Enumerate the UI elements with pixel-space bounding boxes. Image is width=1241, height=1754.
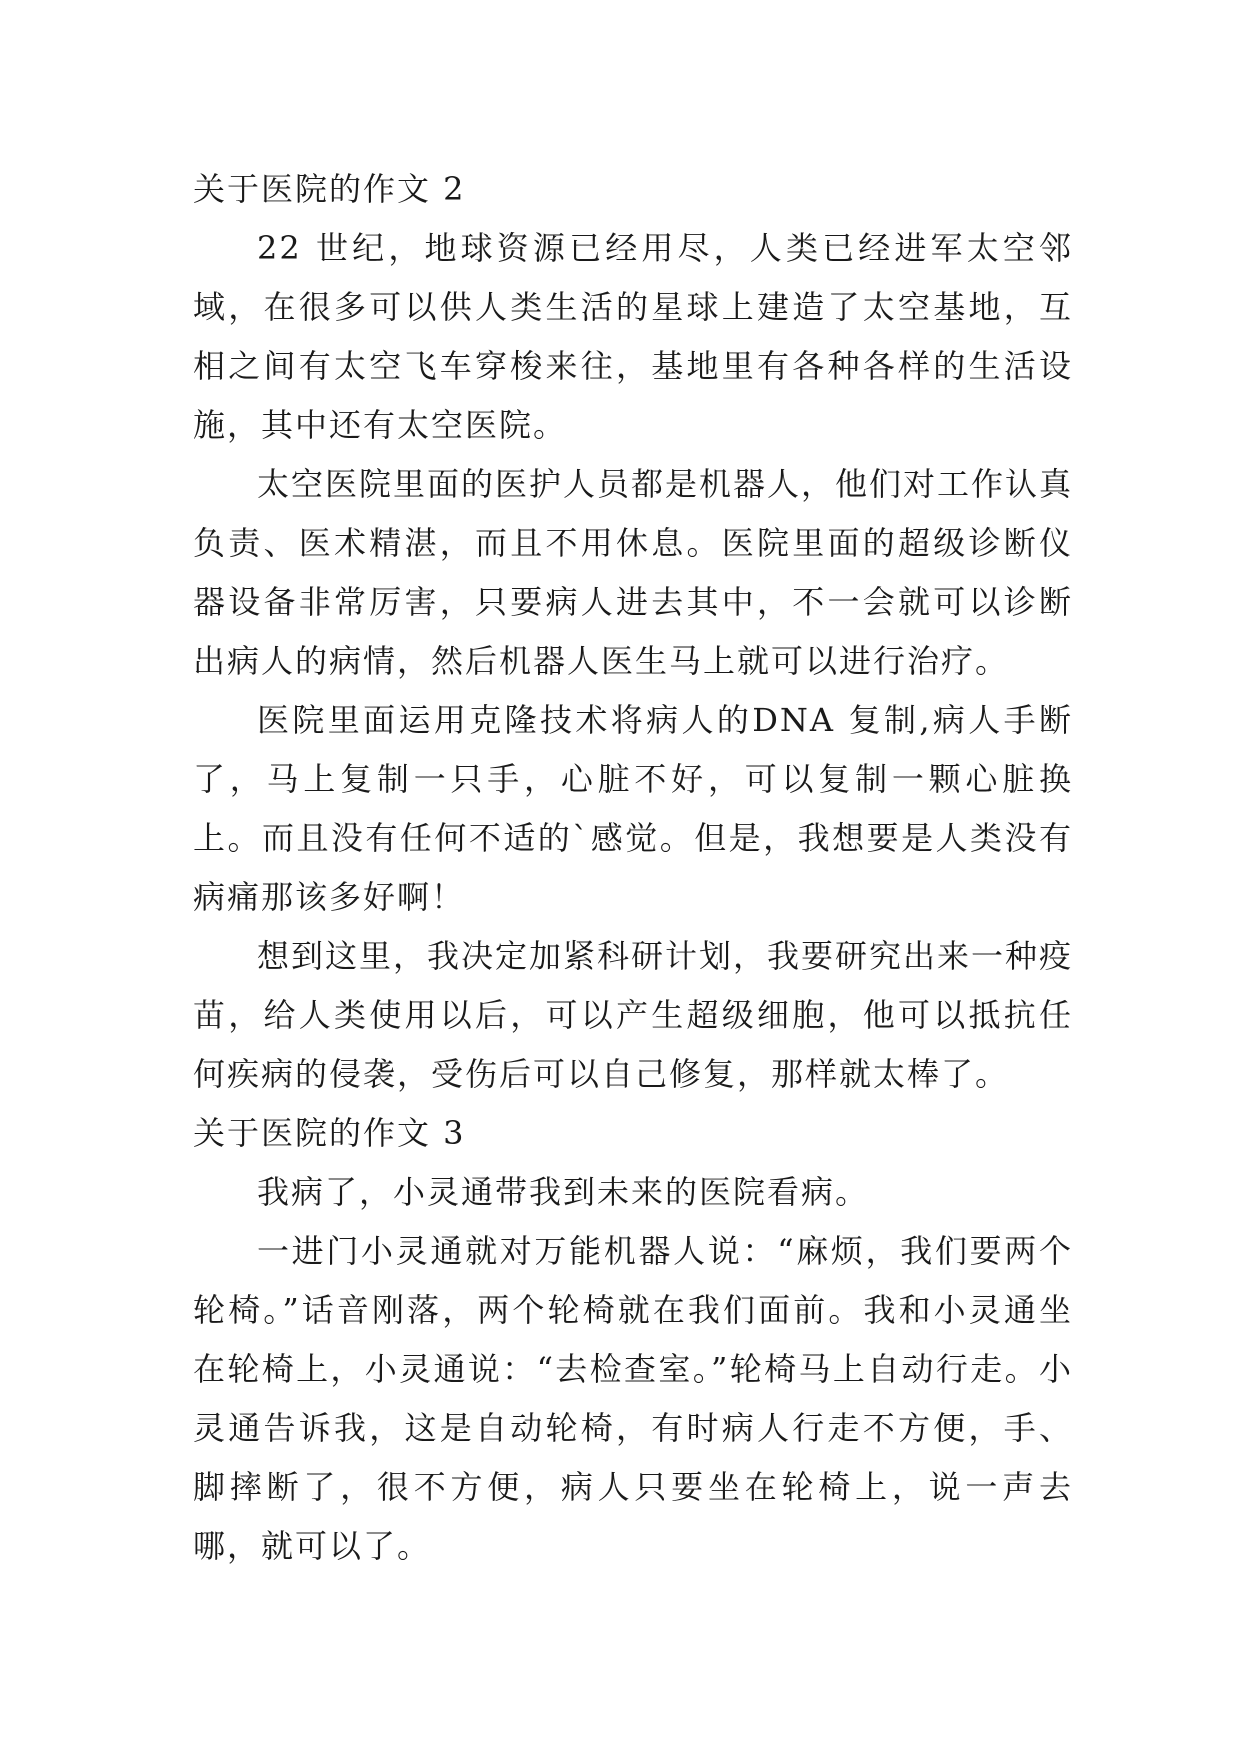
section-heading: 关于医院的作文 2	[193, 170, 466, 208]
paragraph: 想到这里，我决定加紧科研计划，我要研究出来一种疫苗，给人类使用以后，可以产生超级细胞，他可以抵抗任何疾病的侵袭，受伤后可以自己修复，那样就太棒了。	[193, 937, 1074, 1093]
paragraph: 22 世纪，地球资源已经用尽，人类已经进军太空邻域，在很多可以供人类生活的星球上建造了太空基地，互相之间有太空飞车穿梭来往，基地里有各种各样的生活设施，其中还有太空医院。	[193, 229, 1073, 444]
document-body	[193, 160, 1073, 1576]
section-heading: 关于医院的作文 3	[193, 1114, 466, 1152]
paragraph: 医院里面运用克隆技术将病人的DNA 复制,病人手断了，马上复制一只手，心脏不好，可以复制一颗心脏换上。而且没有任何不适的`感觉。但是，我想要是人类没有病痛那该多好啊！	[193, 701, 1073, 916]
paragraph: 一进门小灵通就对万能机器人说：“麻烦，我们要两个轮椅。”话音刚落，两个轮椅就在我们面前。我和小灵通坐在轮椅上，小灵通说：“去检查室。”轮椅马上自动行走。小灵通告诉我，这是自动轮椅，有时病人行走不方便，手、脚摔断了，很不方便，病人只要坐在轮椅上，说一声去哪，就可以了。	[193, 1232, 1073, 1565]
paragraph: 太空医院里面的医护人员都是机器人，他们对工作认真负责、医术精湛，而且不用休息。医院里面的超级诊断仪器设备非常厉害，只要病人进去其中，不一会就可以诊断出病人的病情，然后机器人医生马上就可以进行治疗。	[193, 465, 1074, 680]
paragraph: 我病了，小灵通带我到未来的医院看病。	[257, 1173, 870, 1211]
